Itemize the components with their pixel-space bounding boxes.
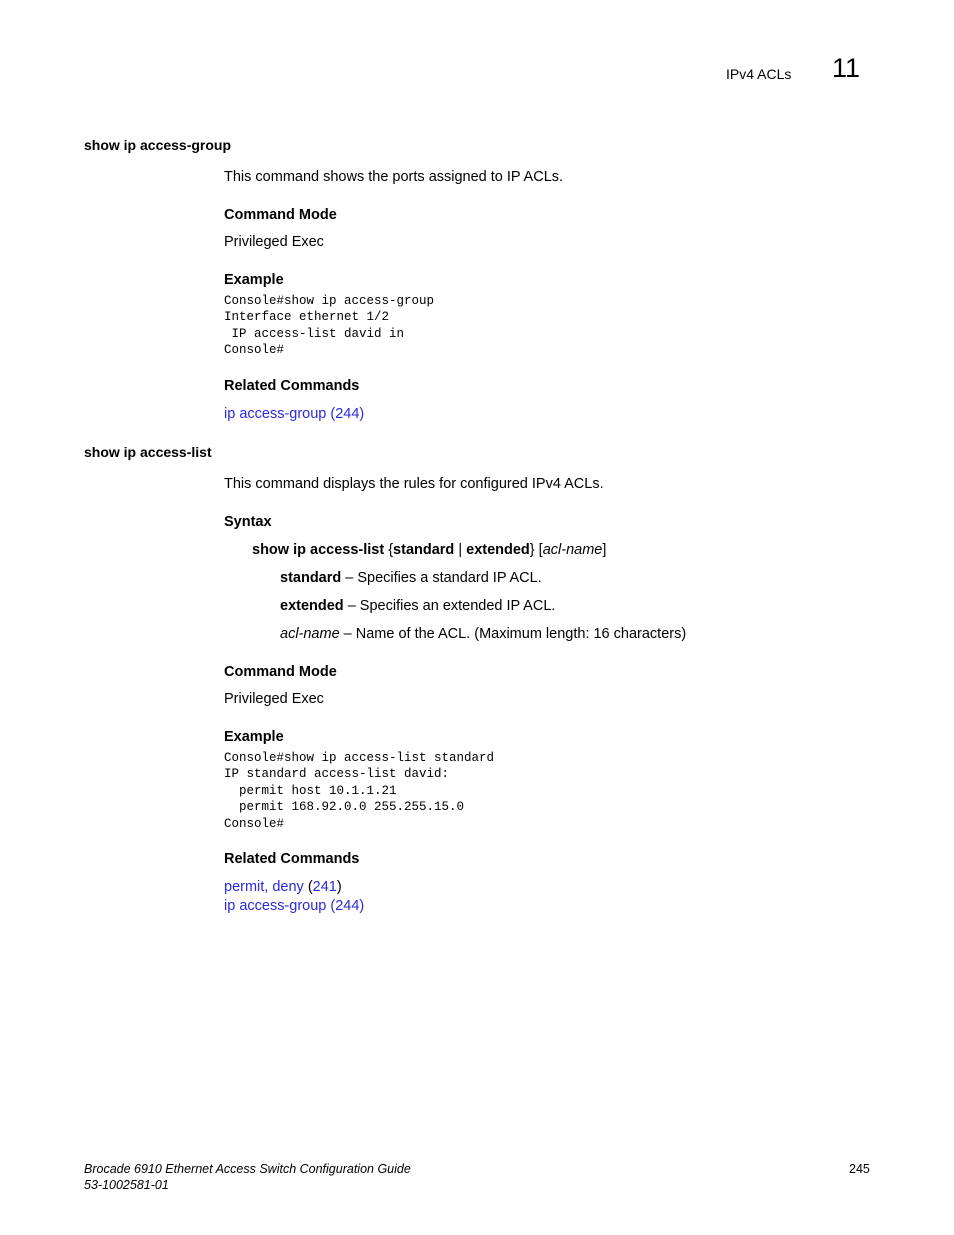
paren-open: ( <box>303 879 313 895</box>
syntax-heading: Syntax <box>224 514 272 530</box>
code-line: permit 168.92.0.0 255.255.15.0 <box>224 800 465 815</box>
syntax-option-extended: extended <box>466 542 530 558</box>
running-header-section: IPv4 ACLs <box>726 66 792 82</box>
code-line: Console#show ip access-list standard <box>224 751 495 765</box>
param-desc: – Specifies a standard IP ACL. <box>341 570 542 586</box>
related-link-ip-access-group[interactable]: ip access-group (244) <box>224 406 365 422</box>
related-commands-heading: Related Commands <box>224 851 360 867</box>
related-link-permit-deny[interactable]: permit, deny <box>224 879 304 895</box>
syntax-open-brace: { <box>384 542 394 558</box>
param-name: acl-name <box>280 626 340 642</box>
related-link-ip-access-group[interactable]: ip access-group (244) <box>224 898 365 914</box>
command-heading-show-ip-access-list: show ip access-list <box>84 444 212 460</box>
syntax-close-brace: } [ <box>529 542 543 558</box>
footer-doc-title: Brocade 6910 Ethernet Access Switch Configuration Guide <box>84 1162 411 1176</box>
example-heading: Example <box>224 729 284 745</box>
syntax-line <box>252 542 606 558</box>
paren-close: ) <box>336 879 342 895</box>
related-page-link[interactable]: 241 <box>312 879 337 895</box>
footer-page-number: 245 <box>849 1162 870 1176</box>
command-heading-show-ip-access-group: show ip access-group <box>84 137 232 153</box>
syntax-pipe: | <box>454 542 467 558</box>
param-name: extended <box>280 598 344 614</box>
code-line: Console# <box>224 816 285 831</box>
code-line: IP access-list david in <box>224 326 405 341</box>
footer-doc-number: 53-1002581-01 <box>84 1178 169 1192</box>
param-desc: – Specifies an extended IP ACL. <box>343 598 556 614</box>
command-mode-value: Privileged Exec <box>224 234 324 250</box>
param-desc: – Name of the ACL. (Maximum length: 16 characters) <box>339 626 687 642</box>
example-heading: Example <box>224 272 284 288</box>
command-mode-heading: Command Mode <box>224 207 337 223</box>
syntax-command: show ip access-list <box>252 542 385 558</box>
param-name: standard <box>280 570 342 586</box>
syntax-option-standard: standard <box>393 542 455 558</box>
code-line: permit host 10.1.1.21 <box>224 783 397 798</box>
code-line: IP standard access-list david: <box>224 767 450 782</box>
command-description: This command shows the ports assigned to IP ACLs. <box>224 169 564 185</box>
param-acl-name <box>280 626 686 642</box>
command-mode-value: Privileged Exec <box>224 691 324 707</box>
related-item-permit-deny <box>224 879 342 895</box>
related-commands-heading: Related Commands <box>224 378 360 394</box>
code-example <box>224 293 434 359</box>
param-extended <box>280 598 555 614</box>
code-line: Interface ethernet 1/2 <box>224 310 390 325</box>
command-description: This command displays the rules for configured IPv4 ACLs. <box>224 476 604 492</box>
code-line: Console# <box>224 343 285 358</box>
command-mode-heading: Command Mode <box>224 664 337 680</box>
syntax-argument: acl-name <box>542 542 603 558</box>
param-standard <box>280 570 542 586</box>
code-example <box>224 750 494 832</box>
code-line: Console#show ip access-group <box>224 294 435 308</box>
syntax-close-bracket: ] <box>602 542 607 558</box>
chapter-number: 11 <box>832 53 861 83</box>
